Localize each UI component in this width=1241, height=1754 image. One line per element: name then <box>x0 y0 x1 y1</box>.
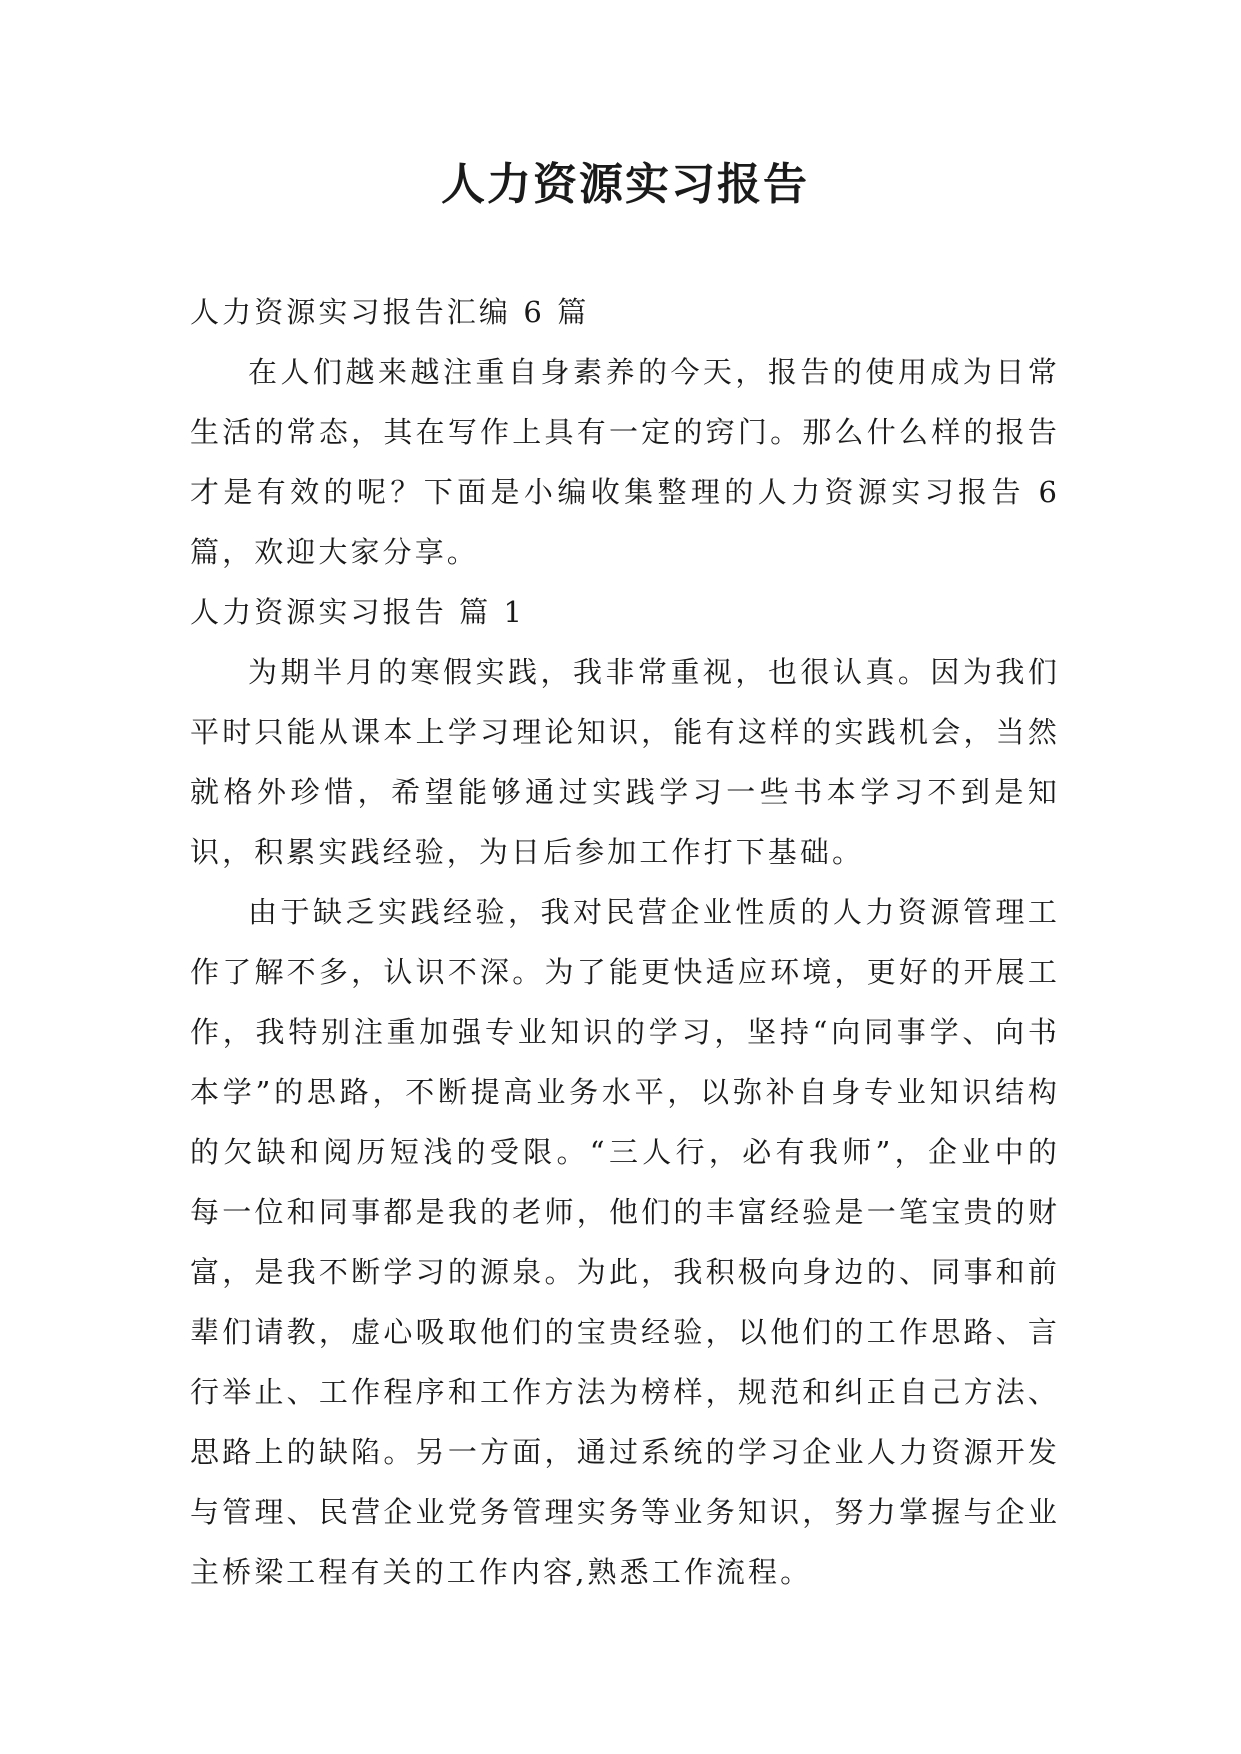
intro-paragraph: 在人们越来越注重自身素养的今天，报告的使用成为日常生活的常态，其在写作上具有一定的窍门。那么什么样的报告才是有效的呢？下面是小编收集整理的人力资源实习报告 6 篇，欢迎大家分享。 <box>190 355 1060 569</box>
section-paragraph-2: 由于缺乏实践经验，我对民营企业性质的人力资源管理工作了解不多，认识不深。为了能更快适应环境，更好的开展工作，我特别注重加强专业知识的学习，坚持“向同事学、向书本学”的思路，不断提高业务水平，以弥补自身专业知识结构的欠缺和阅历短浅的受限。“三人行，必有我师”，企业中的每一位和同事都是我的老师，他们的丰富经验是一笔宝贵的财富，是我不断学习的源泉。为此，我积极向身边的、同事和前辈们请教，虚心吸取他们的宝贵经验，以他们的工作思路、言行举止、工作程序和工作方法为榜样，规范和纠正自己方法、思路上的缺陷。另一方面，通过系统的学习企业人力资源开发与管理、民营企业党务管理实务等业务知识，努力掌握与企业主桥梁工程有关的工作内容,熟悉工作流程。 <box>190 895 1060 1589</box>
document-subtitle: 人力资源实习报告汇编 6 篇 <box>190 295 590 329</box>
section-heading: 人力资源实习报告 篇 1 <box>190 595 526 629</box>
section-paragraph-1: 为期半月的寒假实践，我非常重视，也很认真。因为我们平时只能从课本上学习理论知识，能有这样的实践机会，当然就格外珍惜，希望能够通过实践学习一些书本学习不到是知识，积累实践经验，为日后参加工作打下基础。 <box>190 655 1060 869</box>
document-title: 人力资源实习报告 <box>441 159 809 210</box>
document-body <box>190 282 1060 1602</box>
